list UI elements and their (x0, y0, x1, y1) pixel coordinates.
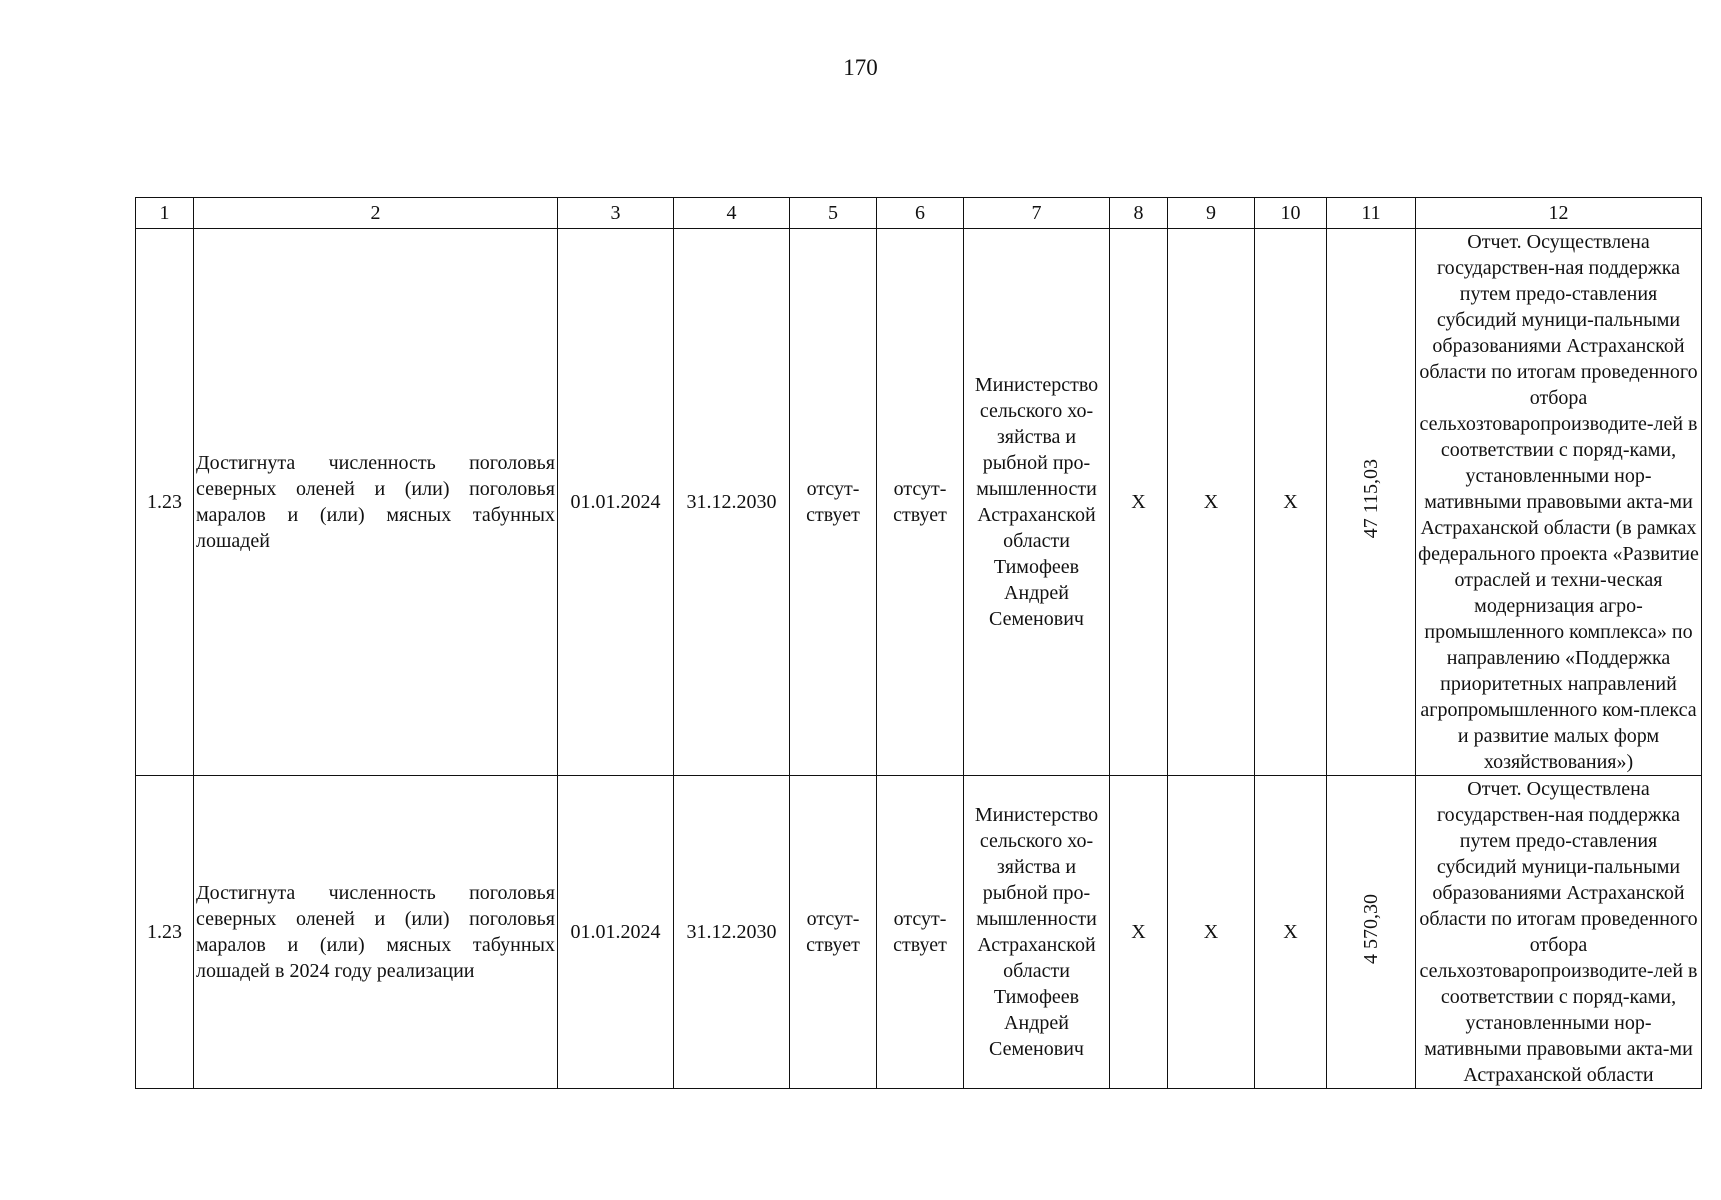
responsible-executor: Министерство сельского хо-зяйства и рыбной про-мышленности Астраханской области Тимофеев Андрей Семенович (964, 229, 1110, 776)
page-number: 170 (843, 55, 878, 80)
column-6-value: отсут-ствует (877, 229, 964, 776)
report-text: Отчет. Осуществлена государствен-ная поддержка путем предо-ставления субсидий муници-пальными образованиями Астраханской области по итогам проведенного отбора сельхозтоваропроизводите-лей в соответствии с поряд-ками, установленными нор-мативными правовыми акта-ми Астраханской области (в рамках федерального проекта «Развитие отраслей и техни-ческая модернизация агро-промышленного комплекса» по направлению «Поддержка приоритетных направлений агропромышленного ком-плекса и развитие малых форм хозяйствования») (1416, 229, 1702, 776)
column-header: 12 (1416, 198, 1702, 229)
column-header: 9 (1168, 198, 1255, 229)
amount-value: 47 115,03 (1360, 458, 1382, 539)
row-number: 1.23 (136, 229, 194, 776)
column-9-mark: X (1168, 229, 1255, 776)
report-text: Отчет. Осуществлена государствен-ная поддержка путем предо-ставления субсидий муници-пальными образованиями Астраханской области по итогам проведенного отбора сельхозтоваропроизводите-лей в соответствии с поряд-ками, установленными нор-мативными правовыми акта-ми Астраханской области (1416, 776, 1702, 1089)
column-5-value: отсут-ствует (790, 229, 877, 776)
column-8-mark: X (1110, 776, 1168, 1089)
column-header: 5 (790, 198, 877, 229)
column-header: 1 (136, 198, 194, 229)
table-row (136, 776, 1702, 1089)
report-table (135, 197, 1702, 1089)
column-header: 6 (877, 198, 964, 229)
event-name: Достигнута численность поголовья северных оленей и (или) поголовья маралов и (или) мясных табунных лошадей (194, 229, 558, 776)
column-10-mark: X (1255, 776, 1327, 1089)
start-date: 01.01.2024 (558, 776, 674, 1089)
amount-cell (1327, 776, 1416, 1089)
column-header: 11 (1327, 198, 1416, 229)
amount-cell (1327, 229, 1416, 776)
column-header: 3 (558, 198, 674, 229)
column-9-mark: X (1168, 776, 1255, 1089)
column-header: 10 (1255, 198, 1327, 229)
amount-value: 4 570,30 (1360, 893, 1382, 964)
column-header: 7 (964, 198, 1110, 229)
end-date: 31.12.2030 (674, 776, 790, 1089)
column-header: 4 (674, 198, 790, 229)
start-date: 01.01.2024 (558, 229, 674, 776)
column-8-mark: X (1110, 229, 1168, 776)
responsible-executor: Министерство сельского хо-зяйства и рыбной про-мышленности Астраханской области Тимофеев Андрей Семенович (964, 776, 1110, 1089)
table-row (136, 229, 1702, 776)
event-name: Достигнута численность поголовья северных оленей и (или) поголовья маралов и (или) мясных табунных лошадей в 2024 году реализации (194, 776, 558, 1089)
column-10-mark: X (1255, 229, 1327, 776)
column-6-value: отсут-ствует (877, 776, 964, 1089)
column-header: 2 (194, 198, 558, 229)
end-date: 31.12.2030 (674, 229, 790, 776)
column-header: 8 (1110, 198, 1168, 229)
row-number: 1.23 (136, 776, 194, 1089)
header-row (136, 198, 1702, 229)
column-5-value: отсут-ствует (790, 776, 877, 1089)
